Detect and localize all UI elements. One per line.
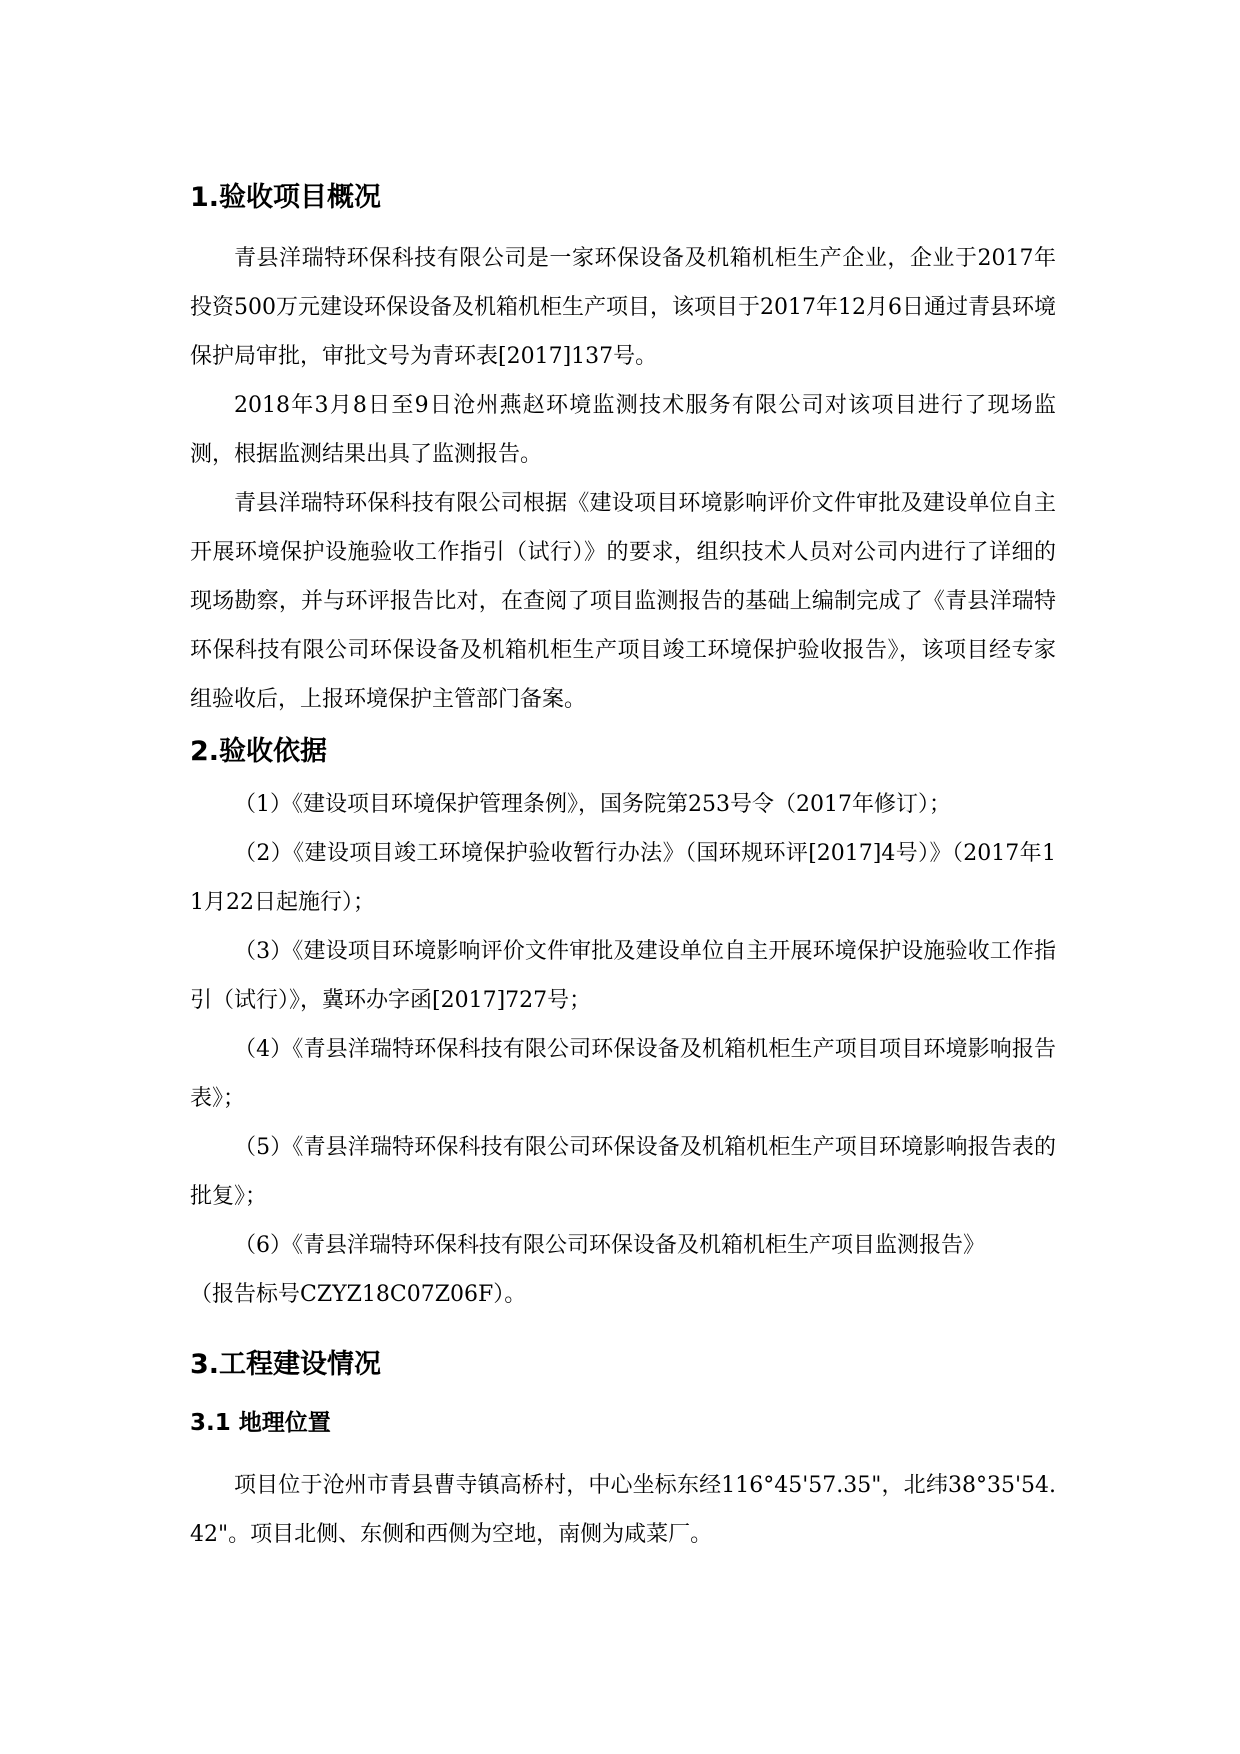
reference-item-5: （5）《青县洋瑞特环保科技有限公司环保设备及机箱机柜生产项目环境影响报告表的批复》； [190,1135,1056,1209]
paragraph-report-preparation: 青县洋瑞特环保科技有限公司根据《建设项目环境影响评价文件审批及建设单位自主开展环境保护设施验收工作指引（试行）》的要求，组织技术人员对公司内进行了详细的现场勘察，并与环评报告比对，在查阅了项目监测报告的基础上编制完成了《青县洋瑞特环保科技有限公司环保设备及机箱机柜生产项目竣工环境保护验收报告》，该项目经专家组验收后，上报环境保护主管部门备案。 [190,491,1056,712]
section-heading-3: 3.工程建设情况 [190,1349,382,1380]
paragraph-overview: 青县洋瑞特环保科技有限公司是一家环保设备及机箱机柜生产企业，企业于2017年投资500万元建设环保设备及机箱机柜生产项目，该项目于2017年12月6日通过青县环境保护局审批，审批文号为青环表[2017]137号。 [190,246,1056,369]
paragraph-location: 项目位于沧州市青县曹寺镇高桥村，中心坐标东经116°45'57.35"，北纬38°35'54.42"。项目北侧、东侧和西侧为空地，南侧为咸菜厂。 [190,1473,1056,1547]
section-heading-1: 1.验收项目概况 [190,182,382,213]
reference-item-4: （4）《青县洋瑞特环保科技有限公司环保设备及机箱机柜生产项目项目环境影响报告表》； [190,1037,1056,1111]
reference-item-1: （1）《建设项目环境保护管理条例》，国务院第253号令（2017年修订）； [234,792,951,817]
paragraph-monitoring: 2018年3月8日至9日沧州燕赵环境监测技术服务有限公司对该项目进行了现场监测，根据监测结果出具了监测报告。 [190,393,1056,467]
reference-item-6-continued: （报告标号CZYZ18C07Z06F）。 [190,1282,527,1307]
reference-item-2: （2）《建设项目竣工环境保护验收暂行办法》（国环规环评[2017]4号）》（2017年11月22日起施行）； [190,841,1056,915]
reference-item-3: （3）《建设项目环境影响评价文件审批及建设单位自主开展环境保护设施验收工作指引（试行）》，冀环办字函[2017]727号； [190,939,1056,1013]
reference-item-6: （6）《青县洋瑞特环保科技有限公司环保设备及机箱机柜生产项目监测报告》 [234,1233,985,1258]
subsection-heading-3-1: 3.1 地理位置 [190,1410,331,1436]
document-page [190,178,1056,1559]
section-heading-2: 2.验收依据 [190,736,328,767]
